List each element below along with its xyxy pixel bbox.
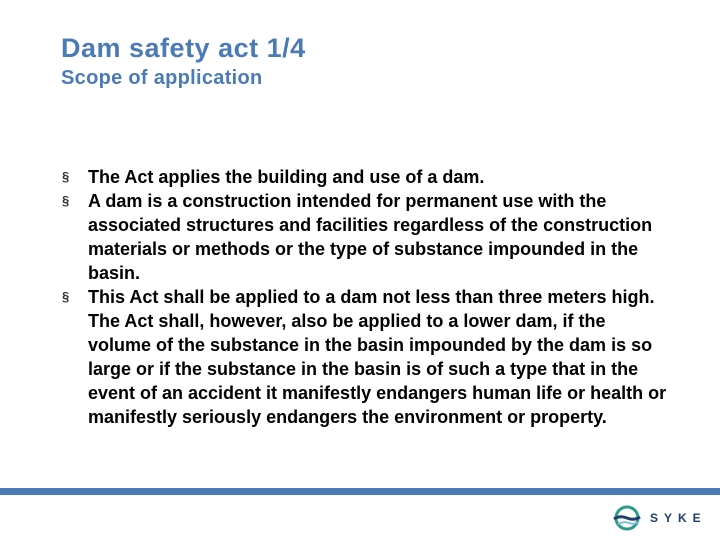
slide-title: Dam safety act 1/4 xyxy=(61,33,306,63)
bullet-text: The Act applies the building and use of a dam. xyxy=(88,167,485,187)
bullet-section-icon: § xyxy=(62,169,70,184)
bullet-item xyxy=(62,189,668,285)
bullet-item xyxy=(62,165,668,189)
syke-logo-text: SYKE xyxy=(650,511,707,525)
syke-logo-icon xyxy=(612,504,642,532)
bullet-text: This Act shall be applied to a dam not less than three meters high. The Act shall, however, also be applied to a lower dam, if the volume of the substance in the basin impounded by the dam is so large or if the substance in the basin is of such a type that in the event of an accident it manifestly endangers human life or health or manifestly seriously endangers the environment or property. xyxy=(88,287,667,427)
bullet-list xyxy=(62,165,668,429)
bullet-text: A dam is a construction intended for permanent use with the associated structures and facilities regardless of the construction materials or methods or the type of substance impounded in the basin. xyxy=(88,191,653,283)
syke-logo xyxy=(612,504,707,532)
bullet-item xyxy=(62,285,668,429)
footer-rule xyxy=(0,488,720,495)
bullet-section-icon: § xyxy=(62,289,70,304)
slide-subtitle: Scope of application xyxy=(61,67,263,89)
bullet-section-icon: § xyxy=(62,193,70,208)
